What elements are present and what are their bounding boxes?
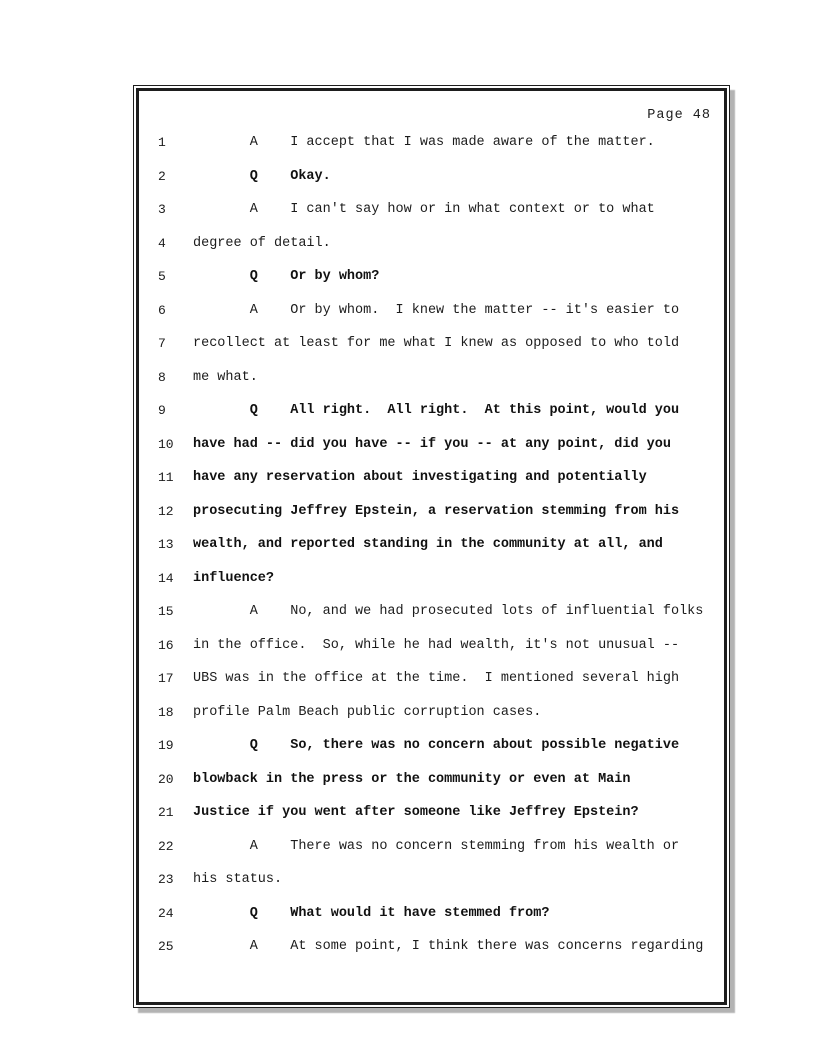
line-number: 24	[158, 905, 174, 921]
transcript-line	[158, 528, 711, 562]
line-text: me what.	[193, 369, 258, 385]
line-text: A I can't say how or in what context or to what	[193, 202, 655, 217]
transcript-line	[158, 461, 711, 495]
line-number: 23	[158, 872, 174, 887]
line-text: A At some point, I think there was concerns regarding	[193, 939, 704, 954]
line-text: his status.	[193, 872, 283, 887]
transcript-line	[158, 193, 711, 227]
line-number: 7	[158, 336, 166, 351]
line-number: 6	[158, 302, 166, 318]
line-text: Justice if you went after someone like Jeffrey Epstein?	[193, 805, 639, 820]
line-number: 19	[158, 738, 174, 753]
line-number: 25	[158, 939, 174, 954]
line-number: 20	[158, 771, 174, 787]
line-text: Q All right. All right. At this point, would you	[193, 403, 680, 418]
line-number: 12	[158, 503, 174, 519]
line-text: prosecuting Jeffrey Epstein, a reservation stemming from his	[193, 503, 680, 519]
transcript-body	[158, 126, 711, 964]
line-number: 2	[158, 168, 166, 184]
line-text: A I accept that I was made aware of the matter.	[193, 135, 655, 150]
line-number: 3	[158, 202, 166, 217]
line-number: 5	[158, 269, 166, 284]
line-text: Q What would it have stemmed from?	[193, 905, 550, 921]
transcript-line	[158, 160, 711, 194]
transcript-line	[158, 495, 711, 529]
line-number: 14	[158, 570, 174, 586]
transcript-line	[158, 428, 711, 462]
line-text: blowback in the press or the community or even at Main	[193, 771, 631, 787]
transcript-page	[133, 85, 730, 1008]
line-number: 4	[158, 235, 166, 251]
transcript-line	[158, 327, 711, 361]
transcript-line	[158, 763, 711, 797]
line-text: wealth, and reported standing in the community at all, and	[193, 537, 663, 552]
transcript-line	[158, 729, 711, 763]
line-number: 1	[158, 135, 166, 150]
line-number: 9	[158, 403, 166, 418]
line-text: influence?	[193, 570, 275, 586]
transcript-line	[158, 930, 711, 964]
line-text: have had -- did you have -- if you -- at any point, did you	[193, 436, 671, 452]
transcript-line	[158, 126, 711, 160]
line-text: A There was no concern stemming from his wealth or	[193, 838, 680, 854]
line-text: in the office. So, while he had wealth, it's not unusual --	[193, 637, 680, 653]
line-text: Q Okay.	[193, 168, 331, 184]
line-number: 18	[158, 704, 174, 720]
transcript-line	[158, 595, 711, 629]
line-number: 10	[158, 436, 174, 452]
line-text: UBS was in the office at the time. I mentioned several high	[193, 671, 680, 686]
page-number-label: Page 48	[647, 108, 711, 123]
transcript-line	[158, 394, 711, 428]
transcript-line	[158, 863, 711, 897]
line-text: Q Or by whom?	[193, 269, 380, 284]
transcript-line	[158, 662, 711, 696]
transcript-line	[158, 796, 711, 830]
transcript-line	[158, 260, 711, 294]
transcript-line	[158, 294, 711, 328]
line-number: 22	[158, 838, 174, 854]
line-number: 8	[158, 369, 166, 385]
line-text: A Or by whom. I knew the matter -- it's easier to	[193, 302, 680, 318]
transcript-line	[158, 562, 711, 596]
line-number: 15	[158, 604, 174, 619]
transcript-line	[158, 830, 711, 864]
line-number: 16	[158, 637, 174, 653]
transcript-line	[158, 361, 711, 395]
transcript-line	[158, 696, 711, 730]
line-text: A No, and we had prosecuted lots of influential folks	[193, 604, 704, 619]
transcript-line	[158, 897, 711, 931]
line-text: degree of detail.	[193, 235, 331, 251]
line-number: 13	[158, 537, 174, 552]
line-text: have any reservation about investigating and potentially	[193, 470, 647, 485]
transcript-line	[158, 629, 711, 663]
line-text: profile Palm Beach public corruption cases.	[193, 704, 542, 720]
line-text: Q So, there was no concern about possible negative	[193, 738, 680, 753]
line-number: 21	[158, 805, 174, 820]
line-number: 17	[158, 671, 174, 686]
line-text: recollect at least for me what I knew as opposed to who told	[193, 336, 680, 351]
transcript-page-inner-border	[136, 88, 727, 1005]
line-number: 11	[158, 470, 174, 485]
transcript-line	[158, 227, 711, 261]
